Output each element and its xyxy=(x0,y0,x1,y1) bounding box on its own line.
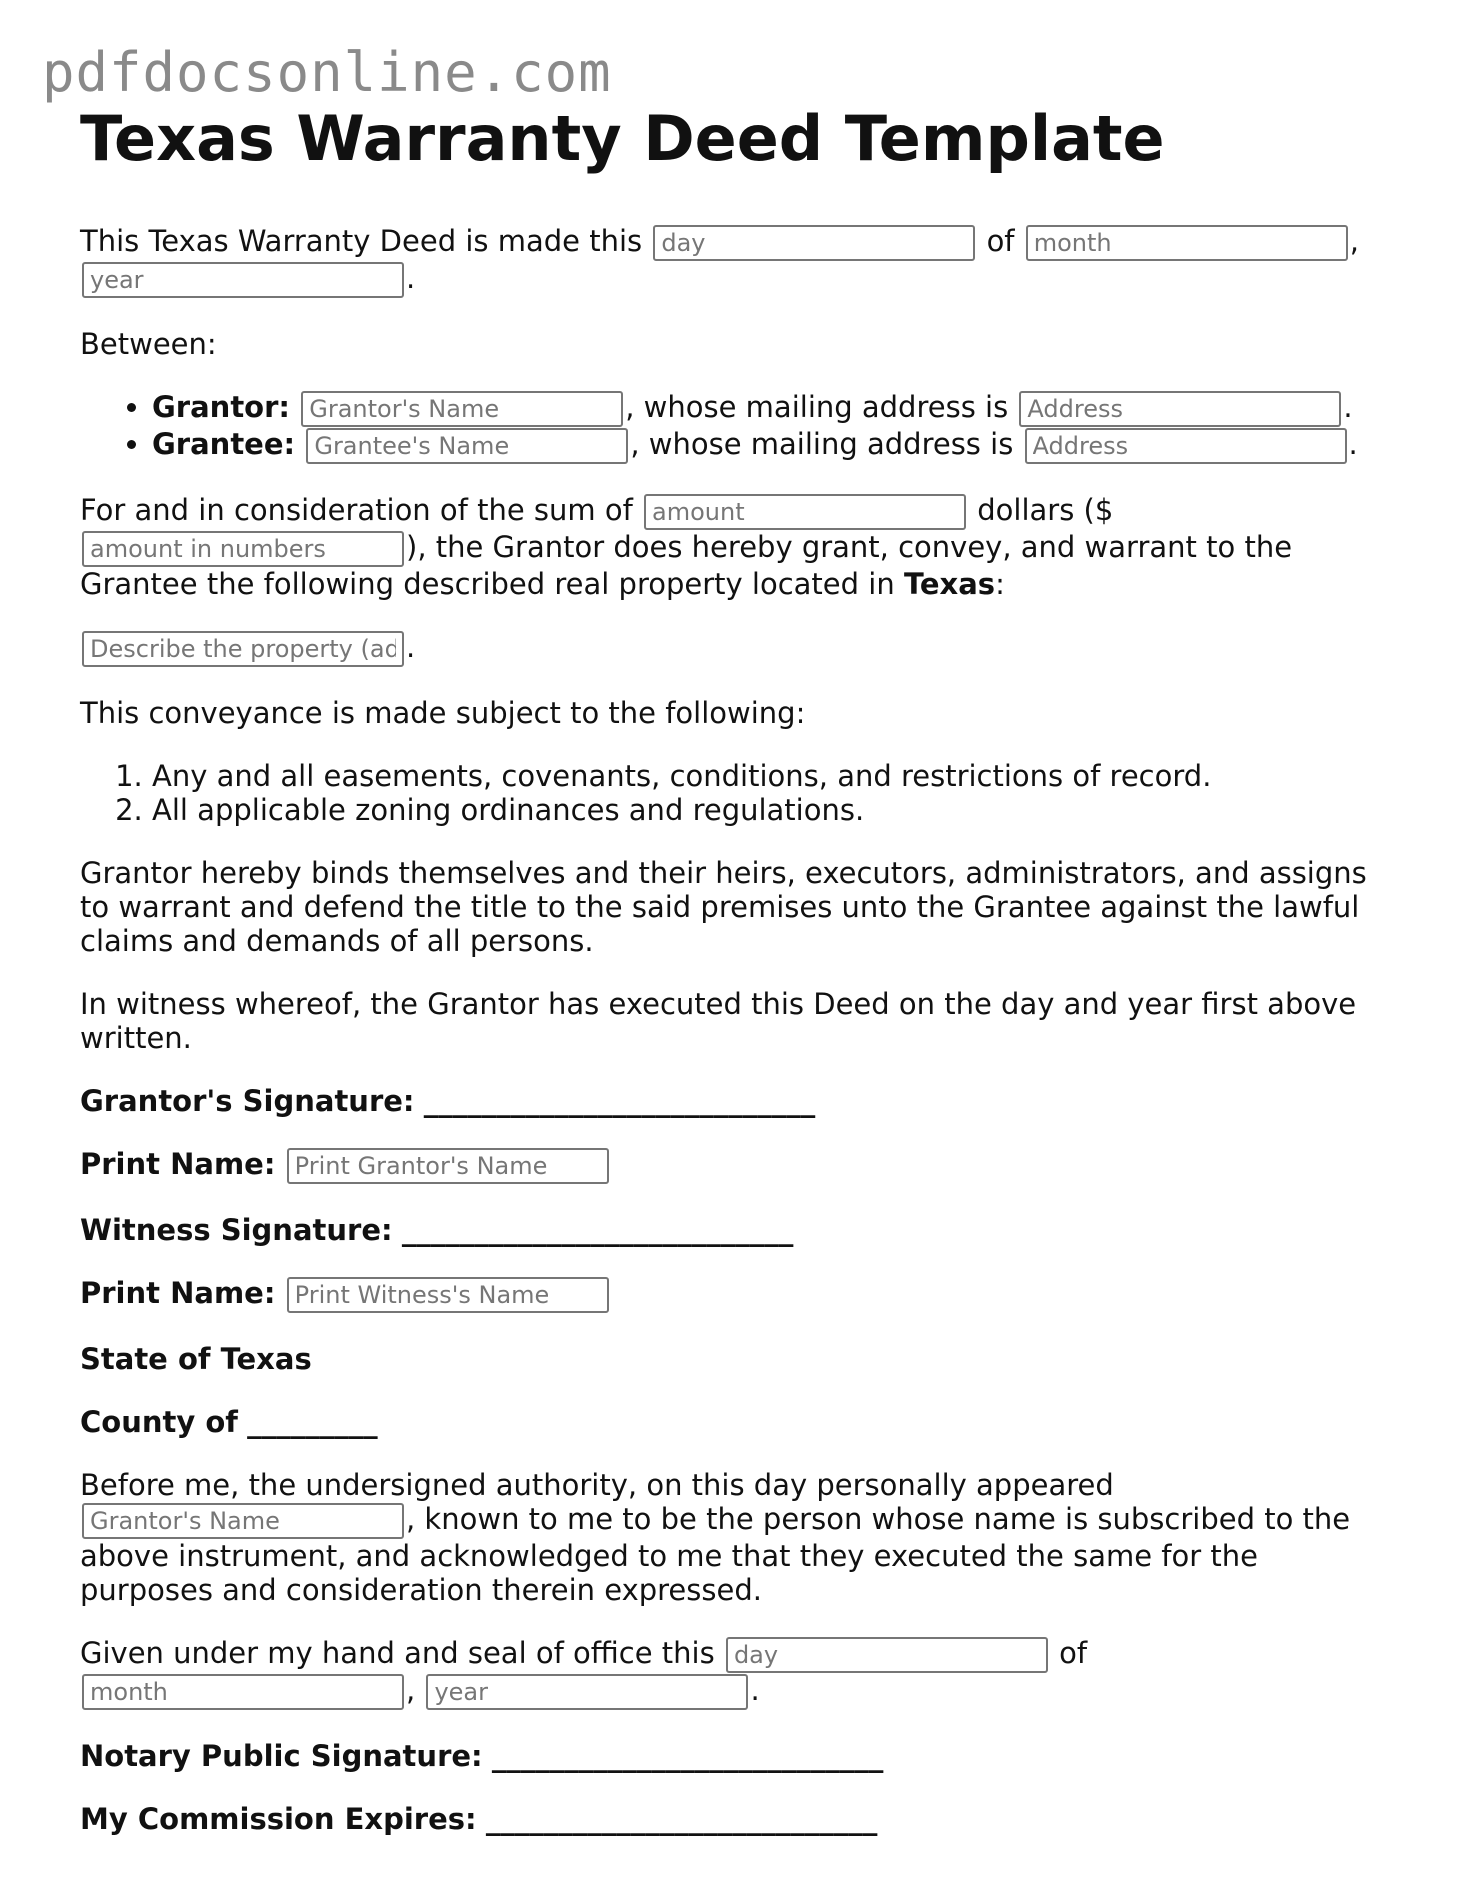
deed-year-input[interactable] xyxy=(82,262,404,298)
grantor-address-input[interactable] xyxy=(1019,391,1341,427)
given-paragraph xyxy=(80,1636,1400,1710)
commission-row xyxy=(80,1802,1400,1836)
watermark: pdfdocsonline.com xyxy=(42,41,612,104)
notary-grantor-name-input[interactable] xyxy=(82,1503,404,1539)
before-text: Before me, the undersigned authority, on this day personally appeared xyxy=(80,1468,1114,1502)
notary-year-input[interactable] xyxy=(426,1674,748,1710)
property-period: . xyxy=(406,630,416,664)
notary-state xyxy=(80,1342,1400,1376)
grantor-name-input[interactable] xyxy=(301,391,623,427)
subject-item: 1. Any and all easements, covenants, conditions, and restrictions of record. xyxy=(152,759,1400,793)
consideration-middle: ), the Grantor does hereby grant, convey, and warrant to the Grantee the following described real property located in xyxy=(80,530,1293,601)
page-title: Texas Warranty Deed Template xyxy=(80,102,1165,175)
given-text: Given under my hand and seal of office this xyxy=(80,1636,715,1670)
deed-month-input[interactable] xyxy=(1026,225,1348,261)
intro-lead: This Texas Warranty Deed is made this xyxy=(80,224,643,258)
property-paragraph xyxy=(80,630,1400,667)
given-comma: , xyxy=(406,1673,416,1707)
dollars-text: dollars ($ xyxy=(977,493,1114,527)
subject-list xyxy=(80,759,1400,827)
grantee-period: . xyxy=(1348,427,1358,461)
witness-paragraph: In witness whereof, the Grantor has executed this Deed on the day and year first above written. xyxy=(80,987,1357,1055)
consideration-lead: For and in consideration of the sum of xyxy=(80,493,633,527)
grantor-print-row xyxy=(80,1147,1400,1184)
notary-state-text: State of Texas xyxy=(80,1342,312,1376)
grantor-signature-label: Grantor's Signature: xyxy=(80,1084,415,1118)
commission-label: My Commission Expires: xyxy=(80,1802,477,1836)
deed-day-input[interactable] xyxy=(653,225,975,261)
intro-period: . xyxy=(406,261,416,295)
deed-document xyxy=(80,98,1400,1865)
given-of: of xyxy=(1059,1636,1088,1670)
notary-month-input[interactable] xyxy=(82,1674,404,1710)
property-description-input[interactable] xyxy=(82,631,404,667)
consideration-colon: : xyxy=(995,567,1005,601)
amount-words-input[interactable] xyxy=(644,494,966,530)
given-period: . xyxy=(750,1673,760,1707)
witness-signature-row xyxy=(80,1213,1400,1247)
grantor-period: . xyxy=(1343,390,1353,424)
state-texas: Texas xyxy=(903,567,996,601)
subject-item: 2. All applicable zoning ordinances and regulations. xyxy=(152,793,1400,827)
warranty-paragraph: Grantor hereby binds themselves and their heirs, executors, administrators, and assigns to warrant and defend the title to the said premises unto the Grantee against the lawful claims and demands of all persons. xyxy=(80,856,1367,958)
print-name-label: Print Name: xyxy=(80,1276,276,1310)
witness-signature-label: Witness Signature: xyxy=(80,1213,393,1247)
county-blank[interactable]: _________ xyxy=(247,1405,378,1439)
grantor-signature-line[interactable]: ___________________________ xyxy=(423,1084,816,1118)
witness-signature-line[interactable]: ___________________________ xyxy=(401,1213,794,1247)
notary-signature-line[interactable]: ___________________________ xyxy=(491,1739,884,1773)
grantee-item xyxy=(152,427,1400,464)
notary-acknowledgment xyxy=(80,1468,1400,1607)
grantor-item xyxy=(152,390,1400,427)
county-label: County of xyxy=(80,1405,238,1439)
ack-text: , known to me to be the person whose name is subscribed to the above instrument, and acknowledged to me that they executed the same for the purposes and consideration therein expressed. xyxy=(80,1502,1351,1607)
commission-line[interactable]: ___________________________ xyxy=(485,1802,878,1836)
witness-print-name-input[interactable] xyxy=(287,1277,609,1313)
notary-signature-label: Notary Public Signature: xyxy=(80,1739,483,1773)
grantor-signature-row xyxy=(80,1084,1400,1118)
grantee-mailing-text: , whose mailing address is xyxy=(630,427,1014,461)
grantee-label: Grantee: xyxy=(152,427,296,461)
grantor-print-name-input[interactable] xyxy=(287,1148,609,1184)
notary-county-row xyxy=(80,1405,1400,1439)
grantee-name-input[interactable] xyxy=(306,428,628,464)
consideration-paragraph xyxy=(80,493,1400,601)
notary-day-input[interactable] xyxy=(726,1637,1048,1673)
print-name-label: Print Name: xyxy=(80,1147,276,1181)
grantor-mailing-text: , whose mailing address is xyxy=(625,390,1009,424)
between-label: Between: xyxy=(80,327,217,361)
amount-numbers-input[interactable] xyxy=(82,531,404,567)
intro-of: of xyxy=(986,224,1015,258)
subject-lead: This conveyance is made subject to the following: xyxy=(80,696,806,730)
notary-signature-row xyxy=(80,1739,1400,1773)
grantee-address-input[interactable] xyxy=(1025,428,1347,464)
intro-paragraph xyxy=(80,224,1400,298)
witness-print-row xyxy=(80,1276,1400,1313)
intro-comma: , xyxy=(1349,224,1359,258)
parties-list xyxy=(80,390,1400,464)
grantor-label: Grantor: xyxy=(152,390,291,424)
